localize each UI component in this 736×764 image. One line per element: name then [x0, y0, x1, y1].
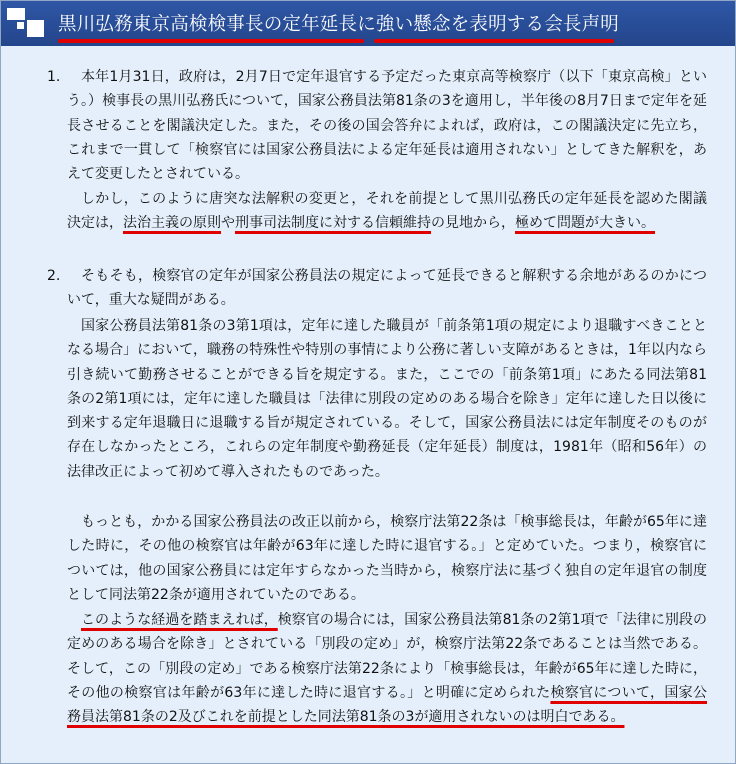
- paragraph-text: 本年1月31日，政府は，2月7日で定年退官する予定だった東京高等検察庁（以下「東京高検」という。）検事長の黒川弘務氏について，国家公務員法第81条の3を適用し，半年後の8月7日まで定年を延長させることを閣議決定した。また，その後の国会答弁によれば，政府は，この閣議決定に先立ち，これまで一貫して「検察官には国家公務員法による定年延長は適用されない」としてきた解釈を，あえて変更したとされている。: [67, 69, 707, 183]
- paragraph-text: そもそも，検察官の定年が国家公務員法の規定によって延長できると解釈する余地があるのかについて，重大な疑問がある。: [67, 268, 707, 309]
- title-underline: [58, 39, 364, 43]
- item-number: 2.: [47, 268, 61, 284]
- underlined-phrase: 法治主義の原則: [123, 215, 221, 232]
- logo-squares-icon: [7, 8, 47, 38]
- item-number: 1.: [47, 69, 61, 85]
- paragraph: [67, 187, 707, 236]
- paragraph: [67, 314, 707, 484]
- underlined-phrase: 刑事司法制度に対する信頼維持: [235, 215, 431, 232]
- paragraph-text: や: [221, 215, 235, 232]
- underlined-phrase: このような経過を踏まえれば，: [81, 612, 278, 628]
- paragraph-text: 検察官の場合には，国家公務員法第81条の2第1項で「法律に別段の定めのある場合を除き」とされている「別段の定め」が，検察庁法第22条であることは当然である。そして，この「別段の定め」である検察庁法第22条により「検事総長は，年齢が65年に達した時に，その他の検察官は年齢が63年に達した時に退官する。」と明確に定められた: [67, 612, 707, 701]
- paragraph: [67, 65, 707, 186]
- paragraph: [67, 264, 707, 313]
- paragraph-text: もっとも，かかる国家公務員法の改正以前から，検察庁法第22条は「検事総長は，年齢が65年に達した時に，その他の検察官は年齢が63年に達した時に退官する。」と定めていた。つまり，検察官については，他の国家公務員には定年すらなかった当時から，検察庁法に基づく独自の定年退官の制度として同法第22条が適用されていたのである。: [67, 514, 707, 603]
- header-bar: [1, 1, 735, 46]
- paragraph: [67, 608, 707, 729]
- statement-body: [1, 46, 735, 762]
- paragraph-text: の見地から，: [431, 215, 515, 232]
- underlined-phrase: 極めて問題が大きい。: [515, 215, 655, 232]
- paragraph-text: 国家公務員法第81条の3第1項は，定年に達した職員が「前条第1項の規定により退職すべきこととなる場合」において，職務の特殊性や特別の事情により公務に著しい支障があるときは，1年以内なら引き続いて勤務させることができる旨を規定する。また，ここでの「前条第1項」にあたる同法第81条の2第1項には，定年に達した職員は「法律に別段の定めのある場合を除き」定年に達した日以後に到来する定年退職日に退職する旨が規定されている。そして，国家公務員法には定年制度そのものが存在しなかったところ，これらの定年制度や勤務延長（定年延長）制度は，1981年（昭和56年）の法律改正によって初めて導入されたものであった。: [67, 318, 707, 480]
- title-underline: [374, 39, 614, 43]
- statement-title: 黒川弘務東京高検検事長の定年延長に強い懸念を表明する会長声明: [58, 14, 620, 35]
- paragraph-text: しかし，このように唐突な法解釈の変更と，それを前提として黒川弘務氏の定年延長を認めた閣議決定は，: [67, 191, 707, 232]
- paragraph: [67, 510, 707, 607]
- underlined-phrase: 検察官について，国家公務員法第81条の2及びこれを前提とした同法第81条の3が適用されないのは明白である。: [67, 684, 707, 726]
